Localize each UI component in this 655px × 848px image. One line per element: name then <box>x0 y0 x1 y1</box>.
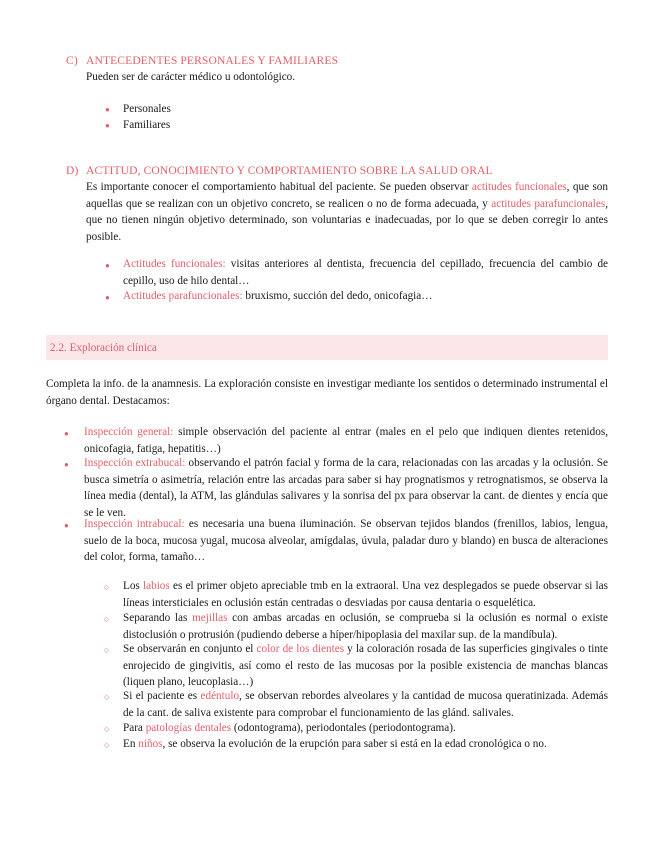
section-d-paragraph: Es importante conocer el comportamiento habitual del paciente. Se pueden observar actitudes funcionales, que son aquellas que se realizan con un objetivo concreto, se realicen o no de forma adecuada, y actitudes parafuncionales, que no tienen ningún objetivo determinado, son voluntarias e inadecuadas, por lo que se deben corregir lo antes posible. <box>86 181 608 243</box>
circle-bullet-icon: ○ <box>104 740 110 750</box>
sub-item: Se observarán en conjunto el color de los dientes y la coloración rosada de las superficies gingivales o tinte enrojecido de gingivitis, así como el resto de las mucosas por la posible existencia de manchas blancas (liquen plano, leucoplasia…) <box>123 643 608 688</box>
section-c-intro: Pueden ser de carácter médico u odontológico. <box>86 71 296 83</box>
inspection-item: Inspección extrabucal: observando el patrón facial y forma de la cara, relacionadas con las arcadas y la oclusión. Se busca simetría o asimetría, relación entre las arcadas para saber si hay prognatismos y retrognatismos, se observa la línea media (dental), la ATM, las glándulas salivares y la sonrisa del px para observar la cant. de dientes y encía que se le ven. <box>84 457 608 519</box>
section-band-title: 2.2. Exploración clínica <box>50 342 157 354</box>
section-band <box>46 335 608 360</box>
sub-item: Separando las mejillas con ambas arcadas en oclusión, se comprueba si la oclusión es normal o existe distoclusión o protrusión (pudiendo deberse a híper/hipoplasia del maxilar sup. de la mandíbula). <box>123 612 608 641</box>
section-d-item: Actitudes parafuncionales: bruxismo, succión del dedo, onicofagia… <box>123 290 433 302</box>
section-c-title: ANTECEDENTES PERSONALES Y FAMILIARES <box>86 54 339 67</box>
circle-bullet-icon: ○ <box>104 582 110 592</box>
sub-item: Para patologías dentales (odontograma), periodontales (periodontograma). <box>123 722 456 734</box>
sub-item: En niños, se observa la evolución de la erupción para saber si está en la edad cronológica o no. <box>123 738 547 750</box>
section-c-item: Personales <box>123 103 171 115</box>
inspection-item: Inspección intrabucal: es necesaria una buena iluminación. Se observan tejidos blandos (frenillos, labios, lengua, suelo de la boca, mucosa yugal, mucosa alveolar, amígdalas, úvula, paladar duro y blando) en busca de alteraciones del color, forma, tamaño… <box>84 518 609 563</box>
exploracion-intro: Completa la info. de la anamnesis. La exploración consiste en investigar mediante los sentidos o determinado instrumental el órgano dental. Destacamos: <box>46 378 608 407</box>
bullet-icon: ● <box>64 460 69 469</box>
bullet-icon: ● <box>64 429 69 438</box>
sub-item: Si el paciente es edéntulo, se observan rebordes alveolares y la cantidad de mucosa queratinizada. Además de la cant. de saliva existente para comprobar el funcionamiento de las glánd. salivales. <box>123 690 608 719</box>
bullet-icon: ● <box>105 261 110 270</box>
sub-item: Los labios es el primer objeto apreciable tmb en la extraoral. Una vez desplegados se puede observar si las líneas intersticiales en oclusión están centradas o desviadas por causa dentaria o esquelética. <box>123 580 608 609</box>
circle-bullet-icon: ○ <box>104 645 110 655</box>
section-c-item: Familiares <box>123 119 171 131</box>
inspection-item: Inspección general: simple observación del paciente al entrar (males en el pelo que indiquen dientes retenidos, onicofagia, fatiga, hepatitis…) <box>84 426 608 455</box>
circle-bullet-icon: ○ <box>104 692 110 702</box>
bullet-icon: ● <box>105 293 110 302</box>
circle-bullet-icon: ○ <box>104 724 110 734</box>
bullet-icon: ● <box>105 121 110 130</box>
section-d-letter: D) <box>66 164 79 177</box>
circle-bullet-icon: ○ <box>104 614 110 624</box>
bullet-icon: ● <box>105 105 110 114</box>
bullet-icon: ● <box>64 521 69 530</box>
section-d-item: Actitudes funcionales: visitas anteriores al dentista, frecuencia del cepillado, frecuencia del cambio de cepillo, uso de hilo dental… <box>123 258 608 287</box>
section-d-title: ACTITUD, CONOCIMIENTO Y COMPORTAMIENTO SOBRE LA SALUD ORAL <box>86 164 493 177</box>
section-c-letter: C) <box>66 54 78 67</box>
